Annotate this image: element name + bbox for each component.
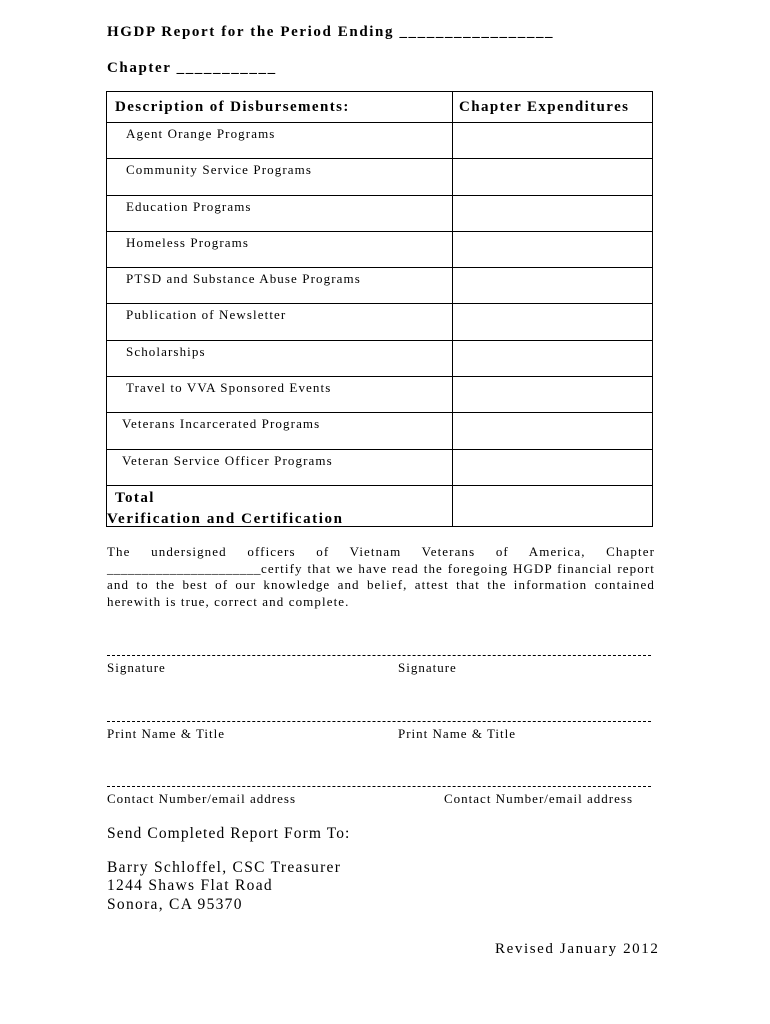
contact-label-right: Contact Number/email address xyxy=(444,791,634,806)
row-label-homeless: Homeless Programs xyxy=(107,231,453,267)
row-label-service-officer: Veteran Service Officer Programs xyxy=(107,449,453,485)
recipient-street: 1244 Shaws Flat Road xyxy=(107,877,273,894)
certification-text-start: The undersigned officers of Vietnam Veterans of America, Chapter xyxy=(107,544,655,559)
signature-line[interactable] xyxy=(107,655,651,656)
table-row xyxy=(107,195,653,231)
print-name-line[interactable] xyxy=(107,721,651,722)
expenditure-cell-incarcerated[interactable] xyxy=(453,413,653,449)
row-label-incarcerated: Veterans Incarcerated Programs xyxy=(107,413,453,449)
row-label-agent-orange: Agent Orange Programs xyxy=(107,123,453,159)
expenditure-cell-travel[interactable] xyxy=(453,377,653,413)
table-row xyxy=(107,413,653,449)
recipient-city: Sonora, CA 95370 xyxy=(107,896,243,913)
chapter-line: Chapter ___________ xyxy=(107,60,277,76)
row-label-ptsd: PTSD and Substance Abuse Programs xyxy=(107,268,453,304)
total-cell[interactable] xyxy=(453,485,653,526)
expenditure-cell-education[interactable] xyxy=(453,195,653,231)
table-row xyxy=(107,377,653,413)
expenditure-cell-newsletter[interactable] xyxy=(453,304,653,340)
table-row xyxy=(107,123,653,159)
expenditure-cell-community-service[interactable] xyxy=(453,159,653,195)
expenditure-cell-agent-orange[interactable] xyxy=(453,123,653,159)
expenditure-cell-scholarships[interactable] xyxy=(453,340,653,376)
recipient-name: Barry Schloffel, CSC Treasurer xyxy=(107,859,342,876)
table-header-row xyxy=(107,92,653,123)
certification-paragraph xyxy=(107,544,655,610)
print-name-label-right: Print Name & Title xyxy=(398,726,517,741)
table-row xyxy=(107,159,653,195)
signature-label-right: Signature xyxy=(398,660,457,675)
report-title: HGDP Report for the Period Ending _________________ xyxy=(107,24,555,40)
contact-line[interactable] xyxy=(107,786,651,787)
total-label: Total xyxy=(107,485,453,526)
certification-text-end: certify that we have read the foregoing HGDP financial report and to the best of our knowledge and belief, attest that the information contained herewith is true, correct and complete. xyxy=(107,560,655,609)
row-label-education: Education Programs xyxy=(107,195,453,231)
row-label-community-service: Community Service Programs xyxy=(107,159,453,195)
expenditure-cell-service-officer[interactable] xyxy=(453,449,653,485)
table-row xyxy=(107,340,653,376)
revision-date: Revised January 2012 xyxy=(495,941,660,957)
expenditure-cell-ptsd[interactable] xyxy=(453,268,653,304)
send-to-heading: Send Completed Report Form To: xyxy=(107,825,351,842)
signature-label-left: Signature xyxy=(107,660,166,675)
description-header: Description of Disbursements: xyxy=(107,92,453,123)
table-row xyxy=(107,304,653,340)
contact-label-left: Contact Number/email address xyxy=(107,791,297,806)
expenditures-header: Chapter Expenditures xyxy=(453,92,653,123)
row-label-scholarships: Scholarships xyxy=(107,340,453,376)
row-label-newsletter: Publication of Newsletter xyxy=(107,304,453,340)
disbursements-table xyxy=(106,91,653,527)
expenditure-cell-homeless[interactable] xyxy=(453,231,653,267)
print-name-label-left: Print Name & Title xyxy=(107,726,226,741)
chapter-blank: ______________________ xyxy=(107,560,261,576)
verification-heading: Verification and Certification xyxy=(107,511,344,527)
row-label-travel: Travel to VVA Sponsored Events xyxy=(107,377,453,413)
table-row xyxy=(107,268,653,304)
table-row xyxy=(107,449,653,485)
table-row xyxy=(107,231,653,267)
